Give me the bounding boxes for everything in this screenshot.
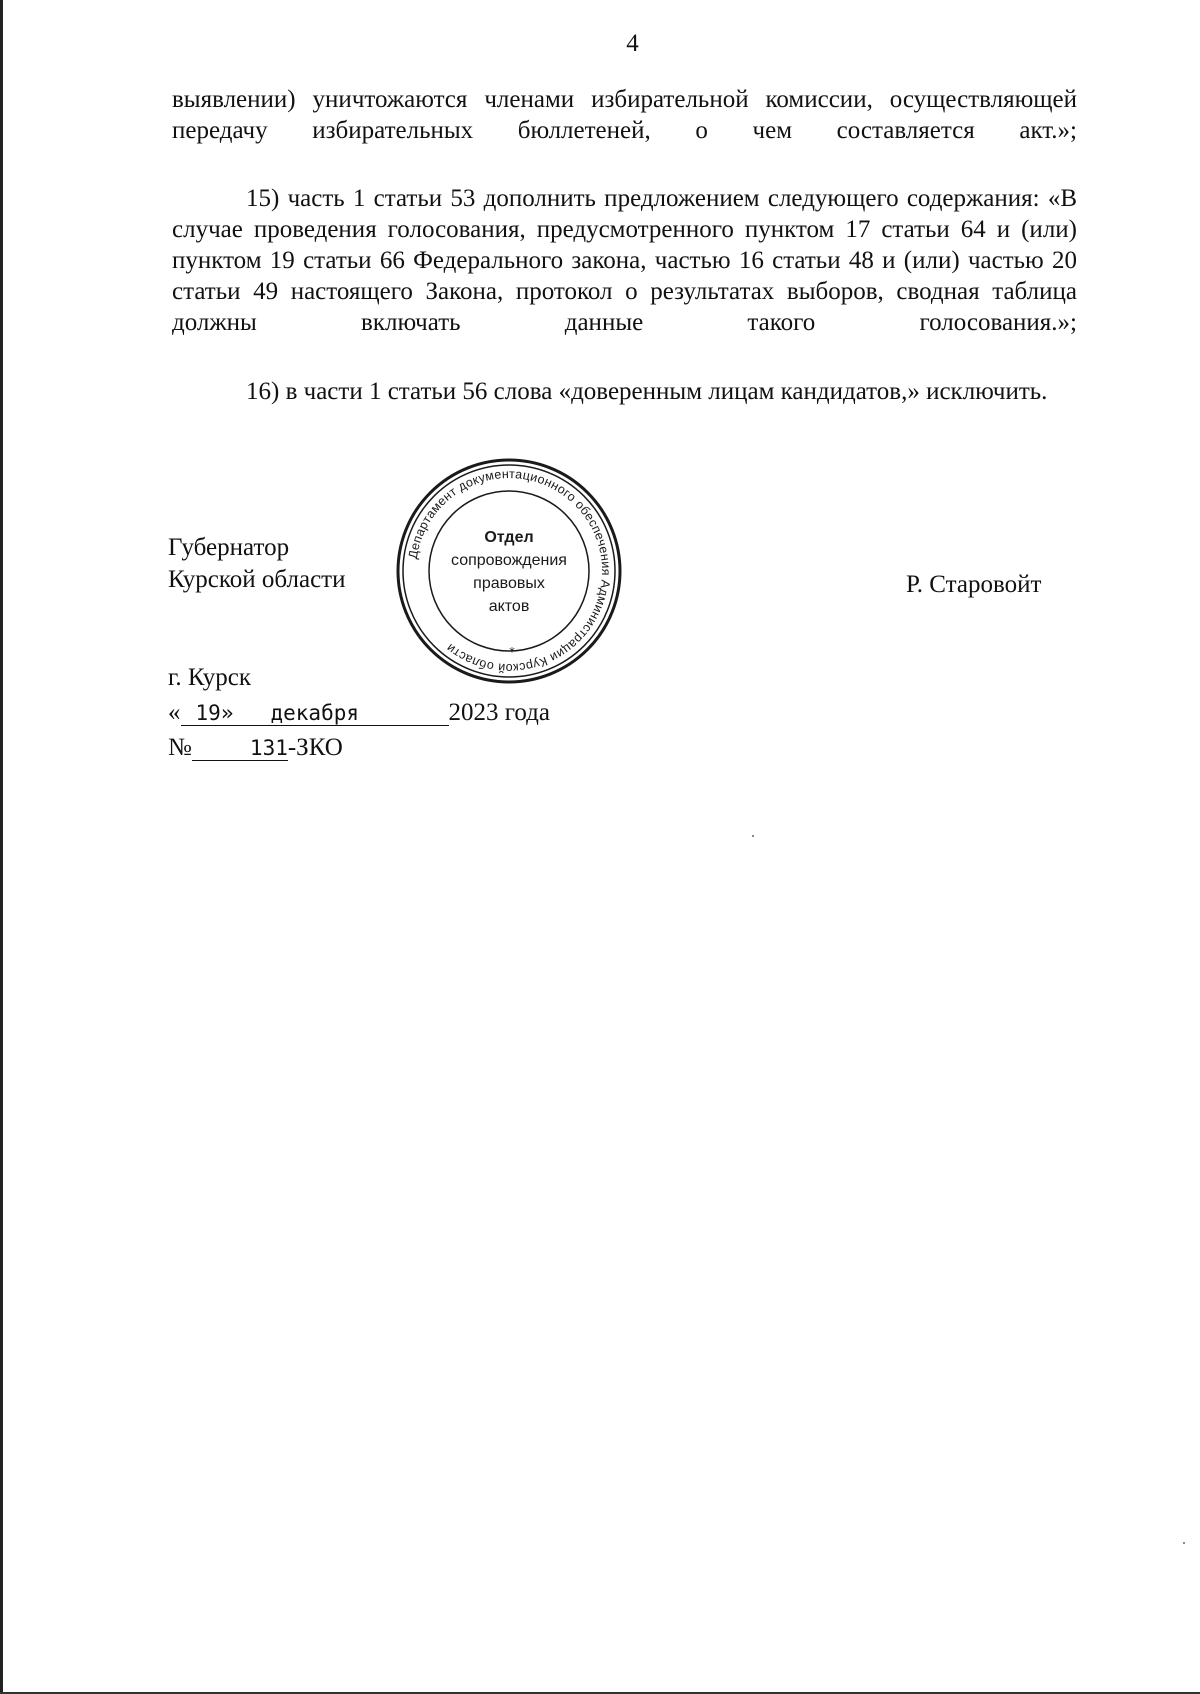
quote-close: » <box>220 701 234 725</box>
scan-speck <box>752 835 754 837</box>
quote-open: « <box>168 699 181 726</box>
position-line-2: Курской области <box>168 566 346 593</box>
official-stamp <box>394 456 624 686</box>
signature-position <box>168 532 345 596</box>
number-line <box>168 730 550 765</box>
date-day: 19 <box>195 701 221 725</box>
scan-edge-left <box>0 0 3 1694</box>
stamp-center-line-2: сопровождения <box>451 552 567 569</box>
number-suffix: -ЗКО <box>287 734 343 761</box>
signer-name: Р. Старовойт <box>906 571 1042 598</box>
document-number-field: 131 <box>192 736 288 761</box>
stamp-center-line-4: актов <box>488 598 530 615</box>
date-day-field <box>181 701 249 726</box>
stamp-center-text <box>394 526 624 618</box>
number-prefix: № <box>168 734 192 761</box>
stamp-center-line-1: Отдел <box>484 529 534 546</box>
paragraph-item-15: 15) часть 1 статьи 53 дополнить предложением следующего содержания: «В случае проведения голосования, предусмотренного пунктом 17 статьи 64 и (или) пунктом 19 статьи 66 Федерального закона, частью 16 статьи 48 и (или) частью 20 статьи 49 настоящего Закона, протокол о результатах выборов, сводная таблица должны включать данные такого голосования.»; <box>172 185 1077 336</box>
place-date-block <box>168 660 550 765</box>
city-line: г. Курск <box>168 664 251 691</box>
paragraph-item-16: 16) в части 1 статьи 56 слова «доверенным лицам кандидатов,» исключить. <box>246 378 1048 405</box>
date-line <box>168 695 550 730</box>
stamp-ring-textpath: Департамент документационного обеспечения Администрации Курской области <box>405 466 614 676</box>
paragraph-continuation: выявлении) уничтожаются членами избирательной комиссии, осуществляющей передачу избирательных бюллетеней, о чем составляется акт.»; <box>172 86 1077 144</box>
scan-speck <box>1183 1542 1185 1544</box>
page-number: 4 <box>626 30 639 57</box>
date-year: 2023 года <box>448 699 550 726</box>
date-month-field: декабря <box>249 701 449 726</box>
stamp-center-line-3: правовых <box>473 575 545 592</box>
stamp-star: * <box>509 645 515 659</box>
position-line-1: Губернатор <box>168 534 290 561</box>
